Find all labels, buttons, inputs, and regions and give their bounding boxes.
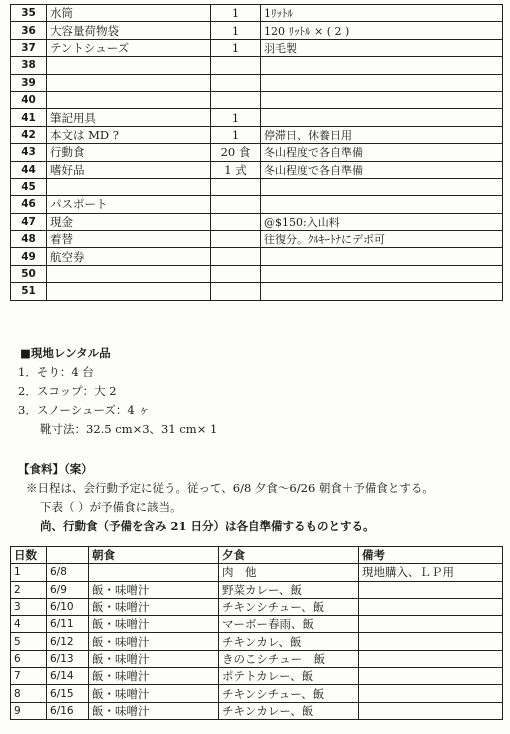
header-dinner: 夕食 bbox=[219, 547, 359, 564]
meal-dinner: チキンシチュー、飯 bbox=[219, 598, 359, 615]
meal-note bbox=[359, 702, 503, 719]
equipment-row bbox=[11, 5, 503, 22]
item-note: 往復分。ｸﾙｷｰﾄﾅにデポ可 bbox=[261, 231, 503, 248]
equipment-row bbox=[11, 231, 503, 248]
header-day: 日数 bbox=[11, 547, 47, 564]
equipment-row bbox=[11, 22, 503, 39]
item-number: 50 bbox=[11, 265, 47, 282]
equipment-row bbox=[11, 161, 503, 178]
item-note bbox=[261, 248, 503, 265]
meal-row bbox=[11, 564, 503, 581]
item-note: 冬山程度で各自準備 bbox=[261, 144, 503, 161]
item-number: 39 bbox=[11, 74, 47, 91]
meal-date: 6/12 bbox=[47, 633, 89, 650]
item-note bbox=[261, 57, 503, 74]
header-notes: 備考 bbox=[359, 547, 503, 564]
meal-breakfast: 飯・味噌汁 bbox=[89, 633, 219, 650]
item-quantity bbox=[211, 196, 261, 213]
item-name: 水筒 bbox=[47, 5, 211, 22]
equipment-row bbox=[11, 109, 503, 126]
meal-day: 7 bbox=[11, 668, 47, 685]
item-quantity bbox=[211, 57, 261, 74]
food-heading: 【食料】（案） bbox=[18, 462, 93, 476]
equipment-row bbox=[11, 196, 503, 213]
meal-dinner: きのこシチュー 飯 bbox=[219, 650, 359, 667]
item-quantity: 1 bbox=[211, 126, 261, 143]
meal-date: 6/15 bbox=[47, 685, 89, 702]
meal-table-header bbox=[11, 547, 503, 564]
item-number: 38 bbox=[11, 57, 47, 74]
item-number: 36 bbox=[11, 22, 47, 39]
meal-day: 2 bbox=[11, 581, 47, 598]
item-note: 冬山程度で各自準備 bbox=[261, 161, 503, 178]
item-quantity: 1 式 bbox=[211, 161, 261, 178]
equipment-row bbox=[11, 213, 503, 230]
item-note: 羽毛製 bbox=[261, 39, 503, 56]
meal-note bbox=[359, 633, 503, 650]
item-note: 120 ﾘｯﾄﾙ × ( 2 ) bbox=[261, 22, 503, 39]
item-name: 着替 bbox=[47, 231, 211, 248]
meal-note: 現地購入、ＬＰ用 bbox=[359, 564, 503, 581]
meal-note bbox=[359, 685, 503, 702]
meal-row bbox=[11, 685, 503, 702]
equipment-row bbox=[11, 248, 503, 265]
meal-day: 5 bbox=[11, 633, 47, 650]
meal-breakfast: 飯・味噌汁 bbox=[89, 598, 219, 615]
meal-date: 6/9 bbox=[47, 581, 89, 598]
item-quantity bbox=[211, 91, 261, 108]
item-quantity bbox=[211, 231, 261, 248]
item-quantity bbox=[211, 74, 261, 91]
meal-plan-table bbox=[10, 546, 503, 720]
item-number: 41 bbox=[11, 109, 47, 126]
food-section bbox=[18, 460, 434, 536]
item-number: 44 bbox=[11, 161, 47, 178]
meal-row bbox=[11, 668, 503, 685]
item-quantity bbox=[211, 213, 261, 230]
rental-list bbox=[18, 363, 217, 439]
meal-row bbox=[11, 581, 503, 598]
item-quantity: 1 bbox=[211, 39, 261, 56]
meal-dinner: チキンシチュー、飯 bbox=[219, 685, 359, 702]
item-name bbox=[47, 57, 211, 74]
meal-dinner: マーボー春雨、飯 bbox=[219, 616, 359, 633]
rental-section bbox=[18, 344, 217, 439]
item-note bbox=[261, 196, 503, 213]
meal-day: 3 bbox=[11, 598, 47, 615]
item-name bbox=[47, 178, 211, 195]
equipment-row bbox=[11, 178, 503, 195]
item-name: 現金 bbox=[47, 213, 211, 230]
meal-day: 6 bbox=[11, 650, 47, 667]
meal-date: 6/14 bbox=[47, 668, 89, 685]
shoe-size-note: 靴寸法：32.5 cm×3、31 cm× 1 bbox=[40, 422, 218, 436]
item-number: 42 bbox=[11, 126, 47, 143]
item-name bbox=[47, 283, 211, 300]
meal-note bbox=[359, 598, 503, 615]
equipment-row bbox=[11, 144, 503, 161]
equipment-row bbox=[11, 57, 503, 74]
item-quantity: 1 bbox=[211, 22, 261, 39]
meal-note bbox=[359, 650, 503, 667]
equipment-row bbox=[11, 126, 503, 143]
item-name: 行動食 bbox=[47, 144, 211, 161]
meal-note bbox=[359, 668, 503, 685]
meal-note bbox=[359, 581, 503, 598]
item-number: 51 bbox=[11, 283, 47, 300]
meal-date: 6/13 bbox=[47, 650, 89, 667]
meal-row bbox=[11, 598, 503, 615]
meal-breakfast: 飯・味噌汁 bbox=[89, 581, 219, 598]
equipment-row bbox=[11, 74, 503, 91]
item-quantity bbox=[211, 265, 261, 282]
item-number: 43 bbox=[11, 144, 47, 161]
rental-heading: ■現地レンタル品 bbox=[20, 346, 111, 360]
item-name: 本文は MD ? bbox=[47, 126, 211, 143]
equipment-row bbox=[11, 283, 503, 300]
item-number: 47 bbox=[11, 213, 47, 230]
meal-breakfast: 飯・味噌汁 bbox=[89, 668, 219, 685]
item-number: 35 bbox=[11, 5, 47, 22]
meal-breakfast: 飯・味噌汁 bbox=[89, 685, 219, 702]
item-quantity bbox=[211, 248, 261, 265]
meal-dinner: 肉 他 bbox=[219, 564, 359, 581]
item-note: 1ﾘｯﾄﾙ bbox=[261, 5, 503, 22]
meal-day: 1 bbox=[11, 564, 47, 581]
meal-breakfast bbox=[89, 564, 219, 581]
item-number: 45 bbox=[11, 178, 47, 195]
meal-dinner: ポテトカレー、飯 bbox=[219, 668, 359, 685]
item-quantity: 1 bbox=[211, 109, 261, 126]
meal-row bbox=[11, 633, 503, 650]
item-note bbox=[261, 283, 503, 300]
meal-date: 6/11 bbox=[47, 616, 89, 633]
header-breakfast: 朝食 bbox=[89, 547, 219, 564]
meal-row bbox=[11, 616, 503, 633]
item-name bbox=[47, 74, 211, 91]
item-number: 49 bbox=[11, 248, 47, 265]
item-name: 航空券 bbox=[47, 248, 211, 265]
meal-breakfast: 飯・味噌汁 bbox=[89, 702, 219, 719]
meal-date: 6/16 bbox=[47, 702, 89, 719]
meal-day: 4 bbox=[11, 616, 47, 633]
item-number: 46 bbox=[11, 196, 47, 213]
meal-breakfast: 飯・味噌汁 bbox=[89, 650, 219, 667]
meal-dinner: チキンカレ、飯 bbox=[219, 633, 359, 650]
item-number: 40 bbox=[11, 91, 47, 108]
item-note bbox=[261, 109, 503, 126]
item-quantity: 20 食 bbox=[211, 144, 261, 161]
header-date bbox=[47, 547, 89, 564]
meal-dinner: チキンカレー、飯 bbox=[219, 702, 359, 719]
equipment-row bbox=[11, 39, 503, 56]
item-name: テントシューズ bbox=[47, 39, 211, 56]
food-schedule-note: ※日程は、会行動予定に従う。従って、6/8 夕食～6/26 朝食＋予備食とする。 bbox=[26, 481, 434, 495]
meal-row bbox=[11, 702, 503, 719]
item-number: 37 bbox=[11, 39, 47, 56]
equipment-row bbox=[11, 265, 503, 282]
item-quantity bbox=[211, 178, 261, 195]
item-quantity bbox=[211, 283, 261, 300]
rental-item: 1．そり：4 台 bbox=[18, 365, 94, 379]
meal-day: 8 bbox=[11, 685, 47, 702]
food-reserve-note: 下表（ ）が予備食に該当。 bbox=[40, 500, 182, 514]
meal-note bbox=[359, 616, 503, 633]
item-name: 嗜好品 bbox=[47, 161, 211, 178]
meal-day: 9 bbox=[11, 702, 47, 719]
item-quantity: 1 bbox=[211, 5, 261, 22]
meal-date: 6/10 bbox=[47, 598, 89, 615]
meal-date: 6/8 bbox=[47, 564, 89, 581]
item-note bbox=[261, 91, 503, 108]
item-note: 停滞日、休養日用 bbox=[261, 126, 503, 143]
item-name bbox=[47, 265, 211, 282]
item-name: 大容量荷物袋 bbox=[47, 22, 211, 39]
item-name bbox=[47, 91, 211, 108]
item-number: 48 bbox=[11, 231, 47, 248]
meal-row bbox=[11, 650, 503, 667]
meal-dinner: 野菜カレー、飯 bbox=[219, 581, 359, 598]
equipment-table bbox=[10, 4, 503, 301]
meal-breakfast: 飯・味噌汁 bbox=[89, 616, 219, 633]
food-snack-note: 尚、行動食（予備を含み 21 日分）は各自準備するものとする。 bbox=[40, 519, 375, 533]
item-note bbox=[261, 74, 503, 91]
rental-item: 2．スコップ：大 2 bbox=[18, 384, 117, 398]
item-name: パスポート bbox=[47, 196, 211, 213]
equipment-row bbox=[11, 91, 503, 108]
item-note bbox=[261, 178, 503, 195]
item-note bbox=[261, 265, 503, 282]
item-name: 筆記用具 bbox=[47, 109, 211, 126]
item-note: @$150:入山料 bbox=[261, 213, 503, 230]
rental-item: 3．スノーシューズ：4 ヶ bbox=[18, 403, 150, 417]
